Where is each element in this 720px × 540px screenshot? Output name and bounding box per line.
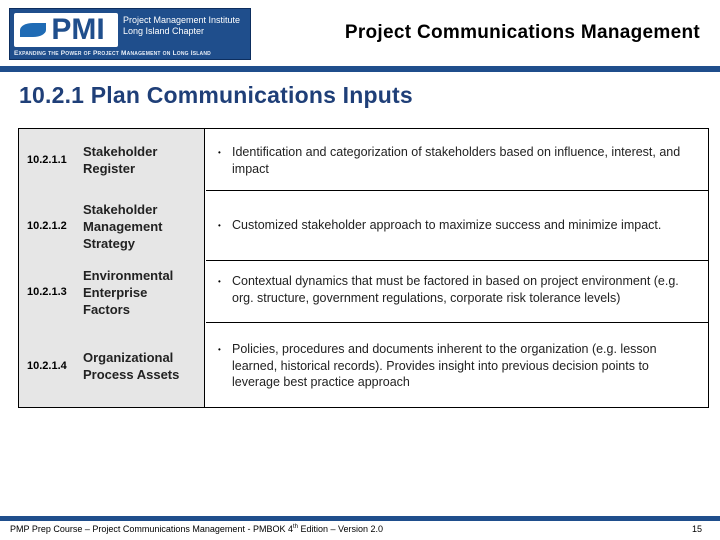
- inputs-table: [18, 128, 709, 408]
- header-rule: [0, 66, 720, 72]
- row-description: Policies, procedures and documents inherent to the organization (e.g. lesson learned, historical records). Provides insight into previous decision points to leverage best practice approach: [232, 342, 657, 389]
- row-number: 10.2.1.4: [27, 360, 67, 372]
- footer-text-end: Edition – Version 2.0: [297, 524, 384, 534]
- eagle-icon: [20, 23, 46, 37]
- table-row-label: [19, 191, 205, 261]
- table-row-label: [19, 323, 205, 409]
- bullet-icon: •: [218, 345, 221, 354]
- bullet-icon: •: [218, 221, 221, 230]
- logo-org-line2: Long Island Chapter: [123, 26, 205, 36]
- row-number: 10.2.1.3: [27, 286, 67, 298]
- footer-superscript: th: [292, 524, 298, 530]
- row-number: 10.2.1.1: [27, 154, 67, 166]
- slide-title: 10.2.1 Plan Communications Inputs: [19, 82, 413, 108]
- table-row-description: [206, 191, 708, 261]
- table-row-label: [19, 261, 205, 323]
- logo-org-line1: Project Management Institute: [123, 15, 241, 25]
- page-number: 15: [691, 524, 702, 534]
- logo-org-name: [123, 15, 249, 37]
- row-name: Environmental Enterprise Factors: [83, 267, 174, 317]
- footer-text-start: PMP Prep Course – Project Communications Management - PMBOK 4: [10, 524, 293, 534]
- input-names-column: [19, 129, 205, 407]
- row-name: Stakeholder Register: [83, 144, 158, 176]
- row-name: Stakeholder Management Strategy: [83, 201, 163, 251]
- row-number: 10.2.1.2: [27, 220, 67, 232]
- table-row-description: [206, 323, 708, 409]
- bullet-icon: •: [218, 277, 221, 286]
- row-description: Contextual dynamics that must be factored in based on project environment (e.g. org. structure, government regulations, corporate risk tolerance levels): [232, 274, 679, 305]
- pmi-chapter-logo: [9, 8, 251, 60]
- footer-text: [10, 524, 710, 534]
- logo-tagline: Expanding the Power of Project Management on Long Island: [14, 50, 211, 57]
- row-description: Customized stakeholder approach to maximize success and minimize impact.: [232, 218, 662, 232]
- logo-letters: PMI: [51, 13, 105, 46]
- pmi-logo-mark: [14, 13, 118, 47]
- table-row-description: [206, 261, 708, 323]
- table-row-label: [19, 129, 205, 191]
- deck-title: Project Communications Management: [344, 22, 700, 43]
- row-description: Identification and categorization of stakeholders based on influence, interest, and impact: [232, 145, 681, 176]
- footer-rule: [0, 516, 720, 521]
- row-name: Organizational Process Assets: [83, 350, 180, 382]
- bullet-icon: •: [218, 148, 221, 157]
- table-row-description: [206, 129, 708, 191]
